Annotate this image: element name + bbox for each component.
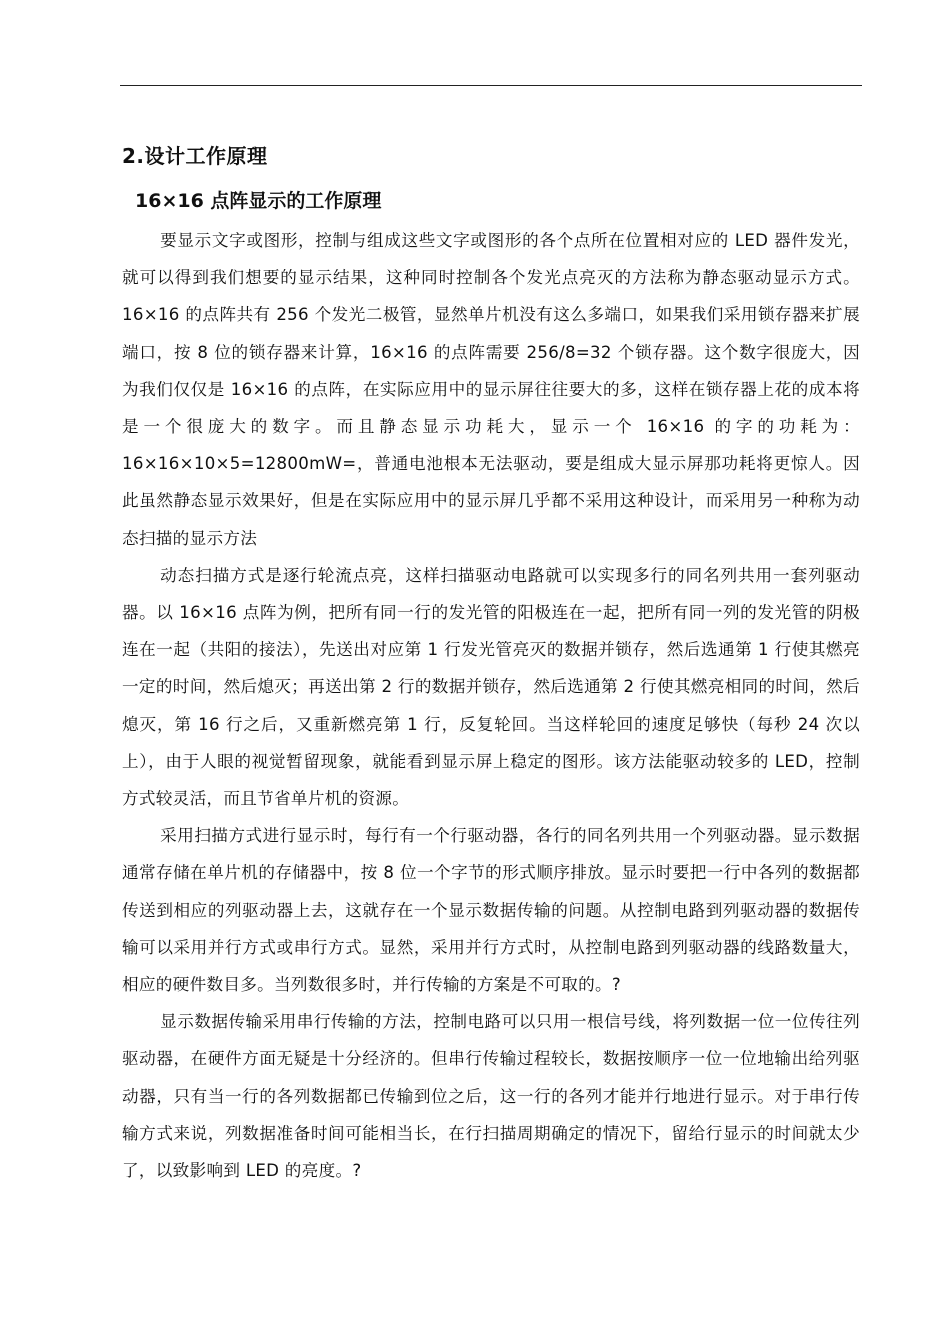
paragraph-static-drive: 要显示文字或图形，控制与组成这些文字或图形的各个点所在位置相对应的 LED 器件发光，就可以得到我们想要的显示结果，这种同时控制各个发光点亮灭的方法称为静态驱动显示方式。16×16 的点阵共有 256 个发光二极管，显然单片机没有这么多端口，如果我们采用锁存器来扩展端口，按 8 位的锁存器来计算，16×16 的点阵需要 256/8=32 个锁存器。这个数字很庞大，因为我们仅仅是 16×16 的点阵，在实际应用中的显示屏往往要大的多，这样在锁存器上花的成本将是一个很庞大的数字。而且静态显示功耗大，显示一个 16×16 的字的功耗为：16×16×10×5=12800mW=，普通电池根本无法驱动，要是组成大显示屏那功耗将更惊人。因此虽然静态显示效果好，但是在实际应用中的显示屏几乎都不采用这种设计，而采用另一种称为动态扫描的显示方法 [122, 231, 860, 548]
header-rule [120, 85, 862, 86]
section-title: 2.设计工作原理 [122, 144, 268, 168]
subsection-title: 16×16 点阵显示的工作原理 [135, 190, 382, 212]
paragraph-serial-transfer: 显示数据传输采用串行传输的方法，控制电路可以只用一根信号线，将列数据一位一位传往列驱动器，在硬件方面无疑是十分经济的。但串行传输过程较长，数据按顺序一位一位地输出给列驱动器，只有当一行的各列数据都已传输到位之后，这一行的各列才能并行地进行显示。对于串行传输方式来说，列数据准备时间可能相当长，在行扫描周期确定的情况下，留给行显示的时间就太少了，以致影响到 LED 的亮度。? [122, 1012, 860, 1181]
paragraph-scan-display: 采用扫描方式进行显示时，每行有一个行驱动器，各行的同名列共用一个列驱动器。显示数据通常存储在单片机的存储器中，按 8 位一个字节的形式顺序排放。显示时要把一行中各列的数据都传送到相应的列驱动器上去，这就存在一个显示数据传输的问题。从控制电路到列驱动器的数据传输可以采用并行方式或串行方式。显然，采用并行方式时，从控制电路到列驱动器的线路数量大，相应的硬件数目多。当列数很多时，并行传输的方案是不可取的。? [122, 826, 860, 995]
document-body [122, 140, 860, 1189]
paragraph-dynamic-scan: 动态扫描方式是逐行轮流点亮，这样扫描驱动电路就可以实现多行的同名列共用一套列驱动器。以 16×16 点阵为例，把所有同一行的发光管的阳极连在一起，把所有同一列的发光管的阴极连在一起（共阳的接法），先送出对应第 1 行发光管亮灭的数据并锁存，然后选通第 1 行使其燃亮一定的时间，然后熄灭；再送出第 2 行的数据并锁存，然后选通第 2 行使其燃亮相同的时间，然后熄灭，第 16 行之后，又重新燃亮第 1 行，反复轮回。当这样轮回的速度足够快（每秒 24 次以上），由于人眼的视觉暂留现象，就能看到显示屏上稳定的图形。该方法能驱动较多的 LED，控制方式较灵活，而且节省单片机的资源。 [122, 565, 860, 809]
